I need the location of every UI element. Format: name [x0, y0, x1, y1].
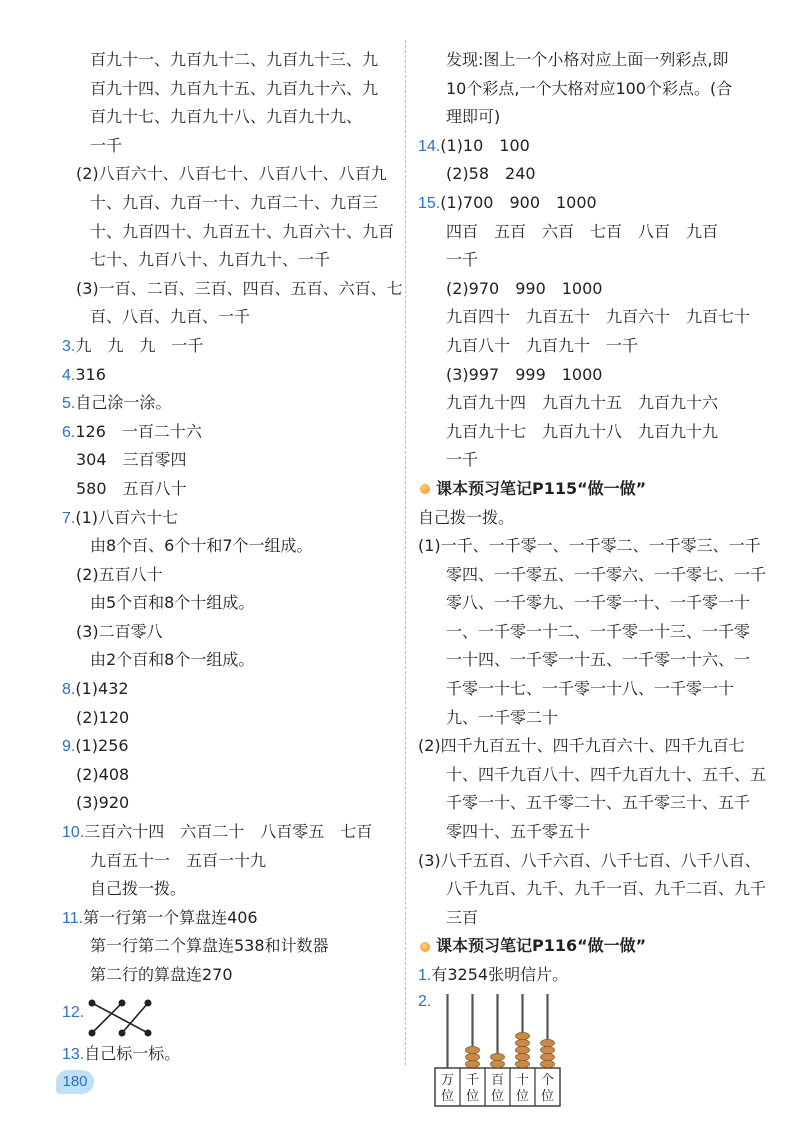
answer-line: [62, 246, 392, 275]
matching-lines-diagram: [86, 995, 196, 1041]
answer-text: 零四十、五千零五十: [446, 822, 591, 842]
answer-line: [62, 103, 392, 132]
answer-text: 三百: [446, 907, 479, 927]
answer-text: (1)10 100: [440, 135, 530, 155]
answer-text: 发现:图上一个小格对应上面一列彩点,即: [446, 50, 729, 69]
place-value-label: 位: [515, 1088, 530, 1104]
answer-line: [62, 904, 392, 933]
answer-text: (2)408: [76, 764, 130, 784]
answer-line: [418, 189, 750, 218]
answer-text: 九百五十一 五百一十九: [90, 850, 267, 870]
answer-line: [62, 961, 392, 990]
answer-line: [62, 46, 392, 75]
abacus-bead: [541, 1039, 555, 1046]
answer-line: [62, 504, 392, 533]
answer-line: [418, 418, 750, 447]
answer-text: 九百四十 九百五十 九百六十 九百七十: [446, 307, 751, 327]
question-number: 4.: [62, 366, 76, 384]
answer-text: (2)五百八十: [76, 564, 163, 584]
abacus-bead: [541, 1046, 555, 1053]
place-value-label: 位: [540, 1088, 555, 1104]
abacus-bead: [491, 1060, 505, 1067]
abacus-bead: [491, 1053, 505, 1060]
answer-line: [62, 75, 392, 104]
answer-line: [62, 446, 392, 475]
answer-text: 九百八十 九百九十 一千: [446, 335, 639, 355]
question-number: 6.: [62, 423, 76, 441]
question-number: 8.: [62, 681, 76, 699]
place-value-label: 个: [540, 1072, 555, 1088]
answer-text: 自己拨一拨。: [418, 507, 515, 527]
section-heading-p116: 课本预习笔记P116“做一做”: [418, 932, 750, 961]
answer-line: [62, 418, 392, 447]
answer-line: [418, 218, 750, 247]
answer-line: [418, 589, 750, 618]
abacus-bead: [541, 1060, 555, 1067]
answer-line: [62, 589, 392, 618]
answer-line: [62, 675, 392, 704]
answer-text: 零八、一千零九、一千零一十、一千零一十: [446, 593, 751, 613]
answer-text: (2)八百六十、八百七十、八百八十、八百九: [76, 164, 387, 184]
question-number: 14.: [418, 137, 441, 155]
answer-text: 第一行第二个算盘连538和计数器: [90, 936, 329, 956]
answer-text: 由5个百和8个十组成。: [90, 593, 255, 613]
answer-line: [418, 361, 750, 390]
answer-line: [418, 504, 750, 533]
answer-line: [62, 218, 395, 247]
answer-text: 十、九百四十、九百五十、九百六十、九百: [90, 221, 395, 241]
place-value-label: 千: [465, 1072, 480, 1088]
answer-text: 理即可): [446, 107, 501, 127]
answer-line: [418, 561, 767, 590]
answer-line: [418, 75, 750, 104]
answer-text: 由2个百和8个一组成。: [90, 650, 255, 670]
answer-line: [62, 789, 392, 818]
answer-line: [418, 847, 761, 876]
answer-line: [62, 361, 392, 390]
answer-line: [62, 532, 392, 561]
answer-text: (3)二百零八: [76, 621, 163, 641]
answer-line: [418, 675, 750, 704]
place-value-label: 位: [490, 1088, 505, 1104]
answer-text: (2)58 240: [446, 164, 536, 184]
answer-line: [418, 818, 750, 847]
abacus-bead: [516, 1060, 530, 1067]
abacus-bead: [466, 1046, 480, 1053]
answer-text: 有3254张明信片。: [431, 965, 569, 984]
answer-text: 百九十一、九百九十二、九百九十三、九: [90, 50, 379, 69]
answer-text: 八千九百、九千、九千一百、九千二百、九千: [446, 879, 767, 899]
answer-text: 九 九 九 一千: [75, 335, 204, 355]
section-heading-p115: 课本预习笔记P115“做一做”: [418, 475, 750, 504]
answer-line: [62, 875, 392, 904]
question-2: [418, 990, 750, 1110]
answer-text: 千零一十七、一千零一十八、一千零一十: [446, 679, 735, 699]
answer-line: [62, 818, 392, 847]
answer-text: 自己拨一拨。: [90, 879, 187, 899]
answer-line: [418, 46, 750, 75]
answer-text: (1)432: [75, 679, 129, 699]
orange-dot-icon: [420, 942, 430, 952]
answer-text: (2)970 990 1000: [446, 278, 603, 298]
answer-line: [62, 561, 392, 590]
answer-line: [62, 932, 392, 961]
answer-line: [418, 389, 750, 418]
abacus-bead: [466, 1053, 480, 1060]
answer-line: [418, 332, 750, 361]
answer-text: 一十四、一千零一十五、一千零一十六、一: [446, 650, 751, 670]
answer-text: 千零一十、五千零二十、五千零三十、五千: [446, 793, 751, 813]
answer-line: [62, 618, 392, 647]
answer-line: [418, 103, 750, 132]
answer-line: [62, 275, 403, 304]
answer-text: 580 五百八十: [76, 478, 187, 498]
place-value-label: 万: [440, 1072, 455, 1088]
question-number: 13.: [62, 1046, 85, 1063]
place-value-label: 十: [515, 1072, 530, 1088]
answer-text: (1)八百六十七: [75, 507, 179, 527]
place-value-label: 位: [440, 1088, 455, 1104]
counting-frame-diagram: [432, 992, 592, 1110]
answer-line: [418, 732, 750, 761]
answer-line: [62, 303, 392, 332]
answer-text: 九百九十四 九百九十五 九百九十六: [446, 393, 719, 413]
abacus-bead: [516, 1046, 530, 1053]
abacus-bead: [516, 1032, 530, 1039]
question-number: 11.: [62, 909, 84, 927]
answer-line: [418, 646, 750, 675]
answer-text: 九百九十七 九百九十八 九百九十九: [446, 421, 719, 441]
answer-line: [418, 961, 750, 990]
question-13: [62, 1040, 180, 1069]
question-number: 12.: [62, 1004, 85, 1021]
question-number: 7.: [62, 509, 76, 527]
place-value-label: 百: [490, 1072, 505, 1088]
page-number: 180: [56, 1070, 94, 1094]
question-number: 2.: [418, 992, 432, 1010]
answer-text: 四百 五百 六百 七百 八百 九百: [446, 221, 719, 241]
answer-text: 第一行第一个算盘连406: [83, 907, 258, 927]
answer-text: 百、八百、九百、一千: [90, 307, 251, 327]
answer-text: 由8个百、6个十和7个一组成。: [90, 536, 313, 556]
answer-line: [418, 246, 750, 275]
answer-line: [62, 332, 392, 361]
answer-text: 一千: [446, 450, 479, 470]
answer-line: [62, 761, 392, 790]
answer-line: [418, 303, 750, 332]
answer-text: (1)一千、一千零一、一千零二、一千零三、一千: [418, 536, 761, 556]
question-number: 15.: [418, 194, 441, 212]
answer-line: [62, 646, 392, 675]
answer-line: [418, 446, 750, 475]
answer-line: [418, 904, 750, 933]
answer-line: [418, 532, 761, 561]
answer-text: (3)920: [76, 793, 130, 813]
question-number: 9.: [62, 738, 76, 756]
answer-line: [62, 389, 392, 418]
answer-line: [418, 132, 750, 161]
abacus-bead: [516, 1053, 530, 1060]
right-column: [418, 46, 767, 1110]
answer-text: 百九十七、九百九十八、九百九十九、: [90, 107, 363, 127]
abacus-bead: [541, 1053, 555, 1060]
answer-line: [62, 704, 392, 733]
orange-dot-icon: [420, 484, 430, 494]
answer-text: 七十、九百八十、九百九十、一千: [90, 250, 331, 270]
answer-text: 十、四千九百八十、四千九百九十、五千、五: [446, 764, 767, 784]
answer-line: [418, 761, 767, 790]
answer-text: (3)一百、二百、三百、四百、五百、六百、七: [76, 278, 403, 298]
answer-line: [62, 189, 392, 218]
answer-line: [62, 475, 392, 504]
answer-text: 自己涂一涂。: [75, 393, 172, 413]
answer-text: (3)八千五百、八千六百、八千七百、八千八百、: [418, 850, 761, 870]
answer-text: (1)700 900 1000: [440, 192, 597, 212]
answer-line: [418, 875, 767, 904]
answer-line: [418, 618, 750, 647]
answer-text: 自己标一标。: [84, 1044, 181, 1063]
question-number: 5.: [62, 395, 76, 413]
answer-text: (1)256: [75, 736, 129, 756]
answer-text: 百九十四、九百九十五、九百九十六、九: [90, 78, 379, 98]
answer-text: (2)四千九百五十、四千九百六十、四千九百七: [418, 736, 745, 756]
question-number: 1.: [418, 967, 432, 984]
answer-text: 九、一千零二十: [446, 707, 559, 727]
answer-text: 304 三百零四: [76, 450, 187, 470]
answer-line: [418, 160, 750, 189]
answer-text: 一千: [90, 135, 123, 155]
answer-line: [62, 132, 392, 161]
answer-text: 一、一千零一十二、一千零一十三、一千零: [446, 621, 751, 641]
answer-text: 第二行的算盘连270: [90, 965, 233, 984]
answer-text: (2)120: [76, 707, 130, 727]
answer-line: [62, 160, 392, 189]
answer-text: 十、九百、九百一十、九百二十、九百三: [90, 192, 379, 212]
abacus-bead: [516, 1039, 530, 1046]
answer-text: 零四、一千零五、一千零六、一千零七、一千: [446, 564, 767, 584]
column-divider: [405, 40, 406, 1065]
answer-line: [418, 275, 750, 304]
question-12: [62, 995, 222, 1041]
answer-line: [62, 732, 392, 761]
left-column: [62, 46, 403, 990]
answer-line: [418, 789, 750, 818]
answer-text: 316: [75, 364, 106, 384]
answer-text: 10个彩点,一个大格对应100个彩点。(合: [446, 78, 733, 98]
answer-line: [418, 704, 750, 733]
answer-text: 一千: [446, 250, 479, 270]
answer-text: 126 一百二十六: [75, 421, 202, 441]
answer-text: 三百六十四 六百二十 八百零五 七百: [84, 822, 373, 842]
place-value-label: 位: [465, 1088, 480, 1104]
abacus-bead: [466, 1060, 480, 1067]
answer-text: (3)997 999 1000: [446, 364, 603, 384]
question-number: 10.: [62, 824, 85, 842]
answer-line: [62, 847, 392, 876]
question-number: 3.: [62, 337, 76, 355]
